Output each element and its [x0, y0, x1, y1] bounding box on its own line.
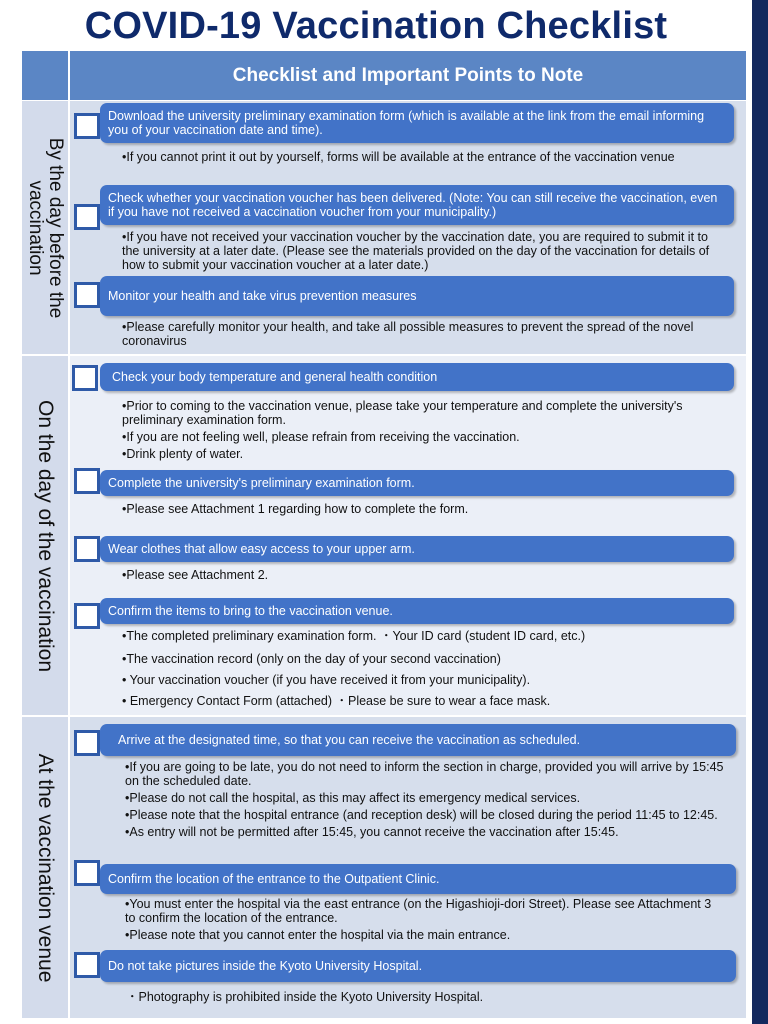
- item-note: •If you have not received your vaccination voucher by the vaccination date, you are required to submit it to the university at a later date. (Please see the materials provided on the day of the vaccination for details of how to submit your vaccination voucher at a later date.): [122, 230, 710, 272]
- checklist-item-heading: Confirm the items to bring to the vaccination venue.: [100, 598, 734, 624]
- checklist-item-heading: Download the university preliminary examination form (which is available at the link from the email informing you of your vaccination date and time).: [100, 103, 734, 143]
- checkbox[interactable]: [74, 468, 100, 494]
- section-label-on-day: [22, 356, 68, 715]
- checkbox[interactable]: [74, 730, 100, 756]
- section-label-at-venue: [22, 717, 68, 1018]
- checkbox[interactable]: [74, 536, 100, 562]
- item-notes: •If you are going to be late, you do not need to inform the section in charge, provided you will arrive by 15:45 on the scheduled date. •Please do not call the hospital, as this may affect its emergency medical services. •Please note that the hospital entrance (and reception desk) will be closed during the period 11:45 to 12:45. •As entry will not be permitted after 15:45, you cannot receive the vaccination after 15:45.: [125, 760, 724, 839]
- checklist-item-heading: Check your body temperature and general health condition: [100, 363, 734, 391]
- checkbox[interactable]: [74, 952, 100, 978]
- item-note: •Please see Attachment 1 regarding how to complete the form.: [122, 502, 469, 516]
- item-note: •Please see Attachment 2.: [122, 568, 269, 582]
- checkbox[interactable]: [74, 603, 100, 629]
- checklist-item-heading: Arrive at the designated time, so that you can receive the vaccination as scheduled.: [100, 724, 736, 756]
- item-notes: •Prior to coming to the vaccination venue, please take your temperature and complete the university's preliminary examination form. •If you are not feeling well, please refrain from receiving the vaccination. •Drink plenty of water.: [122, 399, 683, 461]
- item-note: •If you cannot print it out by yourself, forms will be available at the entrance of the vaccination venue: [122, 150, 675, 164]
- item-note: •Please carefully monitor your health, and take all possible measures to prevent the spread of the novel coronavirus: [122, 320, 694, 348]
- checklist-item-heading: Check whether your vaccination voucher has been delivered. (Note: You can still receive the vaccination, even if you have not received a vaccination voucher from your municipality.): [100, 185, 734, 225]
- page-title: COVID-19 Vaccination Checklist: [84, 5, 668, 47]
- checklist-item-heading: Complete the university's preliminary examination form.: [100, 470, 734, 496]
- right-edge-strip: [752, 0, 768, 1024]
- checklist-item-heading: Wear clothes that allow easy access to your upper arm.: [100, 536, 734, 562]
- checkbox[interactable]: [72, 365, 98, 391]
- checklist-item-heading: Confirm the location of the entrance to the Outpatient Clinic.: [100, 864, 736, 894]
- checkbox[interactable]: [74, 282, 100, 308]
- checkbox[interactable]: [74, 113, 100, 139]
- checklist-item-heading: Monitor your health and take virus prevention measures: [100, 276, 734, 316]
- section-label-text: By the day before the vaccination: [25, 137, 66, 318]
- checklist-item-heading: Do not take pictures inside the Kyoto University Hospital.: [100, 950, 736, 982]
- header-corner-cell: [22, 51, 68, 100]
- section-label-before-day: [22, 101, 68, 354]
- table-header: Checklist and Important Points to Note: [70, 51, 746, 100]
- section-label-text: At the vaccination venue: [34, 753, 57, 982]
- checkbox[interactable]: [74, 860, 100, 886]
- section-label-text: On the day of the vaccination: [34, 399, 57, 672]
- checkbox[interactable]: [74, 204, 100, 230]
- item-notes: •The completed preliminary examination form. ・Your ID card (student ID card, etc.) •The vaccination record (only on the day of your second vaccination) • Your vaccination voucher (if you have received it from your municipality). • Emergency Contact Form (attached) ・Please be sure to wear a face mask.: [122, 629, 586, 708]
- item-note: ・Photography is prohibited inside the Kyoto University Hospital.: [126, 990, 484, 1004]
- item-notes: •You must enter the hospital via the east entrance (on the Higashioji-dori Street). Please see Attachment 3 to confirm the location of the entrance. •Please note that you cannot enter the hospital via the main entrance.: [125, 897, 712, 942]
